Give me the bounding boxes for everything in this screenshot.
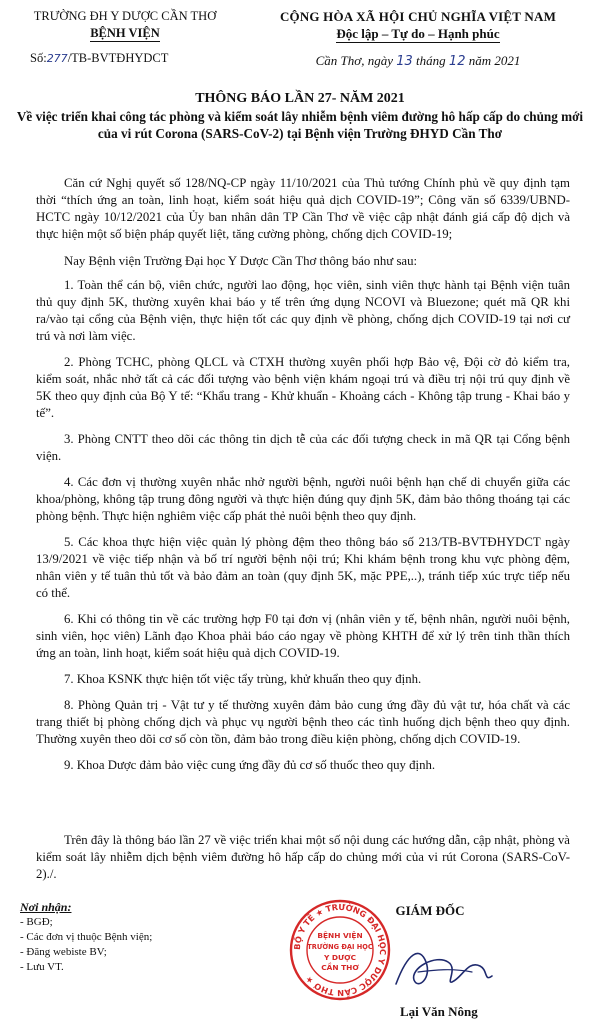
ref-suffix: /TB-BVTĐHYDCT	[67, 51, 169, 65]
issuer-university: TRƯỜNG ĐH Y DƯỢC CẦN THƠ	[33, 9, 217, 23]
national-header	[248, 8, 588, 70]
date-day: 13	[396, 54, 413, 69]
notice-body	[36, 175, 570, 783]
list-item: 7. Khoa KSNK thực hiện tốt việc tẩy trùng, khử khuẩn theo quy định.	[64, 672, 422, 686]
notice-intro: Nay Bệnh viện Trường Đại học Y Dược Cần Thơ thông báo như sau:	[64, 254, 418, 268]
recipient-line: - Các đơn vị thuộc Bệnh viện;	[20, 931, 153, 943]
svg-text:TRƯỜNG ĐẠI HỌC: TRƯỜNG ĐẠI HỌC	[307, 943, 373, 951]
svg-text:CẦN THƠ: CẦN THƠ	[321, 963, 359, 972]
notice-subject: Về việc triển khai công tác phòng và kiểm soát lây nhiễm bệnh viêm đường hô hấp cấp do chủng mới của vi rút Corona (SARS-CoV-2) tại Bệnh viện Trường ĐHYD Cần Thơ	[16, 109, 584, 141]
notice-title: THÔNG BÁO LẦN 27- NĂM 2021	[195, 91, 405, 106]
national-motto: Độc lập – Tự do – Hạnh phúc	[336, 26, 500, 41]
svg-text:BỆNH VIỆN: BỆNH VIỆN	[317, 931, 363, 940]
issuer-header	[20, 8, 230, 67]
list-item: 9. Khoa Dược đảm bảo việc cung ứng đầy đủ cơ số thuốc theo quy định.	[64, 758, 436, 772]
date-month: 12	[448, 54, 466, 69]
date-mid: tháng	[412, 53, 449, 68]
list-item: 3. Phòng CNTT theo dõi các thông tin dịch tễ của các đối tượng check in mã QR tại Cổng bệnh viện.	[36, 432, 570, 463]
list-item: 6. Khi có thông tin về các trường hợp F0 tại đơn vị (nhân viên y tế, bệnh nhân, người nuôi bệnh, sinh viên, học viên) Lãnh đạo Khoa phải báo cáo ngay về phòng KHTH để xử lý trên tinh thần thích ứng an toàn, linh hoạt, kiểm soát hiệu quả dịch COVID-19.	[36, 612, 570, 660]
signer-title: GIÁM ĐỐC	[395, 903, 465, 918]
recipient-line: - BGĐ;	[20, 916, 53, 928]
official-seal	[288, 898, 392, 1002]
date-prefix: Cần Thơ, ngày	[315, 53, 397, 68]
svg-text:Y DƯỢC: Y DƯỢC	[323, 953, 357, 962]
recipients-block	[20, 900, 250, 975]
national-title: CỘNG HÒA XÃ HỘI CHỦ NGHĨA VIỆT NAM	[279, 9, 557, 24]
issuer-hospital: BỆNH VIỆN	[90, 26, 160, 40]
list-item: 5. Các khoa thực hiện việc quản lý phòng đệm theo thông báo số 213/TB-BVTĐHYDCT ngày 13/9/2021 về việc tiếp nhận và bố trí người bệnh nội trú; Khi khám bệnh trong khu vực phòng đệm, nhân viên y tế tuân thủ tốt và bảo đảm an toàn (quy định 5K, mặc PPE,..), tránh tiếp xúc trực tiếp nếu có thể.	[36, 535, 570, 600]
recipient-line: - Lưu VT.	[20, 961, 64, 973]
signer-name: Lại Văn Nông	[400, 1004, 478, 1019]
recipient-line: - Đăng webiste BV;	[20, 946, 107, 958]
list-item: 8. Phòng Quản trị - Vật tư y tế thường xuyên đảm bảo cung ứng đầy đủ vật tư, hóa chất và các trang thiết bị phòng chống dịch và phục vụ người bệnh theo các tình huống dịch bệnh theo quy định. Thường xuyên theo dõi cơ số còn tồn, đảm bảo trong điều kiện phòng, chống dịch COVID-19.	[36, 698, 570, 746]
svg-text:BỘ Y TẾ ★ TRƯỜNG ĐẠI HỌC Y DƯỢ: BỘ Y TẾ ★ TRƯỜNG ĐẠI HỌC Y DƯỢC CẦN THƠ ★	[291, 901, 389, 999]
recipients-title: Nơi nhận:	[20, 900, 72, 914]
handwritten-signature	[388, 932, 498, 1002]
ref-number-handwritten: 277	[46, 52, 68, 65]
reference-number	[20, 50, 230, 67]
closing-paragraph: Trên đây là thông báo lần 27 về việc triển khai một số nội dung các hướng dẫn, cập nhật, phòng và kiểm soát lây nhiễm dịch bệnh viêm đường hô hấp cấp do chủng mới của vi rút Corona (SARS-CoV-2)./.	[36, 833, 570, 881]
ref-prefix: Số:	[30, 51, 47, 65]
date-line	[248, 52, 588, 70]
list-item: 4. Các đơn vị thường xuyên nhắc nhở người bệnh, người nuôi bệnh hạn chế di chuyển giữa các khoa/phòng, không tập trung đông người và thực hiện đúng quy định 5K, đảm bảo thông thoáng tại các phòng bệnh. Thực hiện nghiêm việc cấp phát thẻ nuôi bệnh theo quy định.	[36, 475, 570, 523]
legal-basis: Căn cứ Nghị quyết số 128/NQ-CP ngày 11/10/2021 của Thủ tướng Chính phủ về quy định tạm thời “thích ứng an toàn, linh hoạt, kiểm soát hiệu quả dịch COVID-19”; Công văn số 6339/UBND-HCTC ngày 10/12/2021 của Ủy ban nhân dân TP Cần Thơ về việc cập nhật đánh giá cấp độ dịch và thực hiện một số biện pháp quyết liệt, tăng cường phòng, chống dịch COVID-19;	[36, 176, 570, 241]
date-suffix: năm 2021	[465, 53, 521, 68]
list-item: 1. Toàn thể cán bộ, viên chức, người lao động, học viên, sinh viên thực hành tại Bệnh viện tuân thủ quy định 5K, thường xuyên khai báo y tế trên ứng dụng NCOVI và Bluezone; quét mã QR khi ra/vào tại cổng của Bệnh viện, thực hiện tốt các quy định về phòng, chống dịch COVID-19 tại nơi cư trú và nơi làm việc.	[36, 278, 570, 343]
list-item: 2. Phòng TCHC, phòng QLCL và CTXH thường xuyên phối hợp Bảo vệ, Đội cờ đỏ kiểm tra, kiểm soát, nhắc nhở tất cả các đối tượng vào bệnh viện khám ngoại trú và điều trị nội trú quy định về 5K theo quy định của Bộ Y tế: “Khẩu trang - Khử khuẩn - Khoảng cách - Không tập trung - Khai báo y tế”.	[36, 355, 570, 420]
